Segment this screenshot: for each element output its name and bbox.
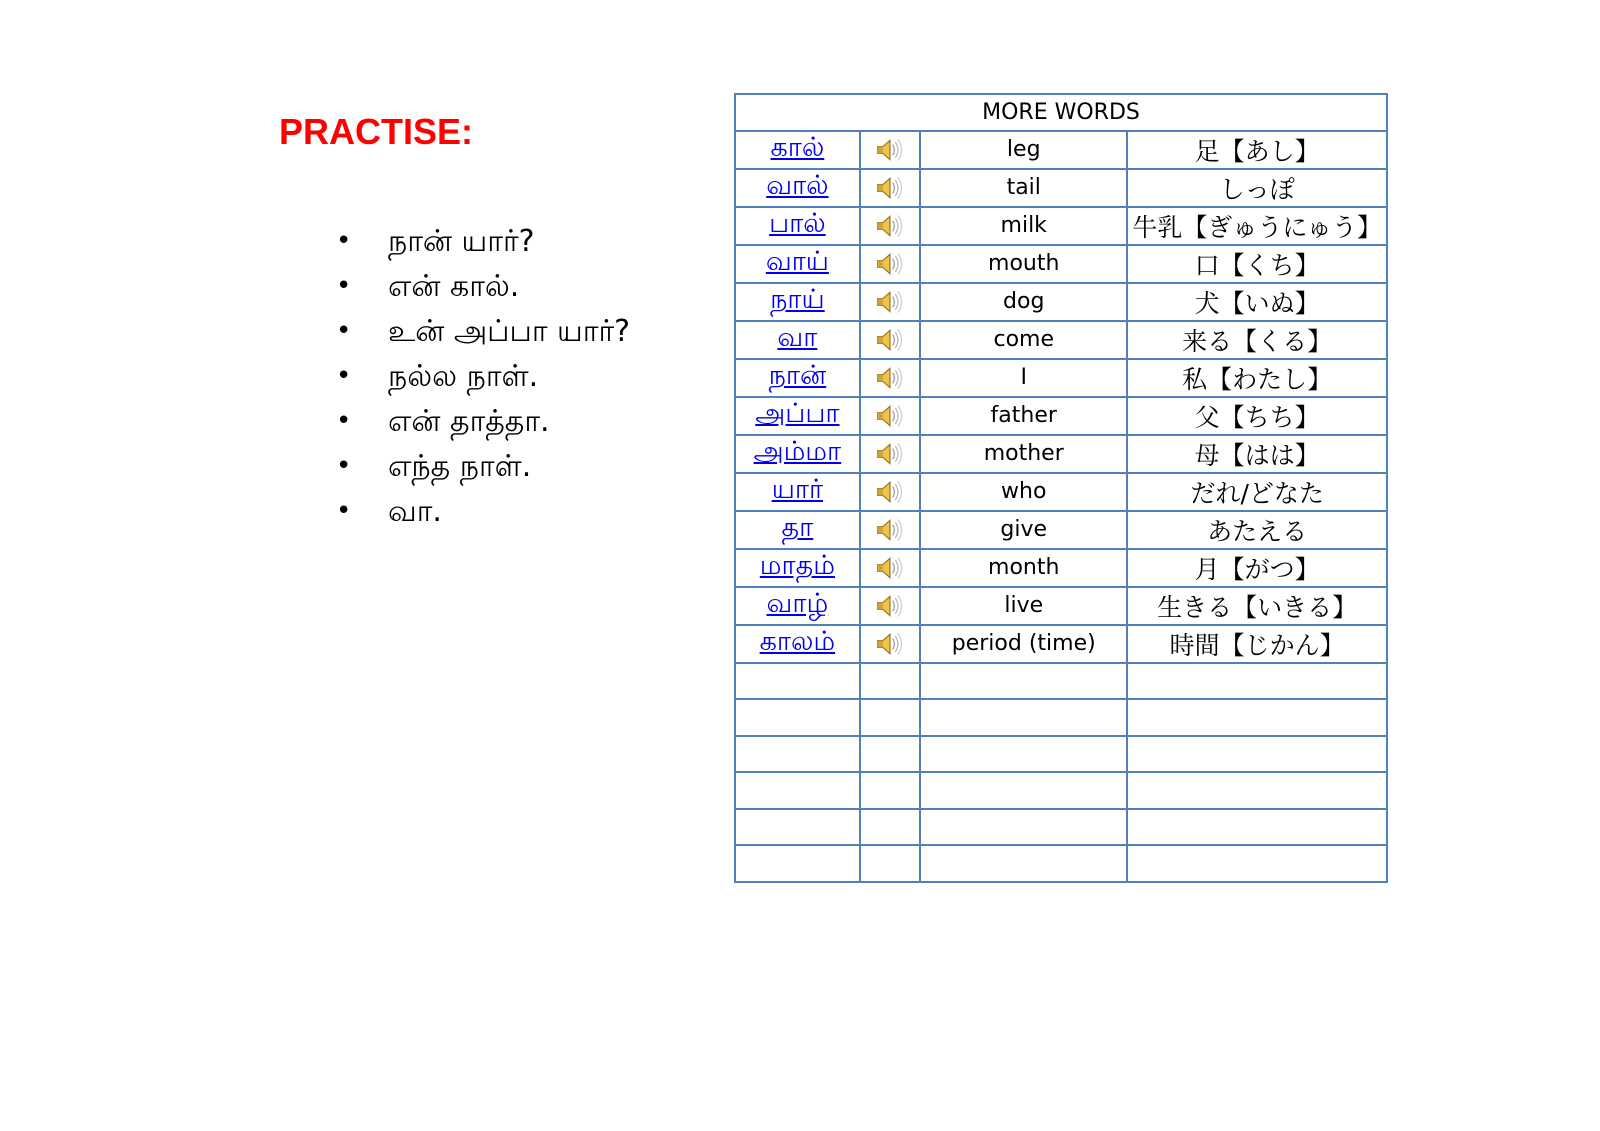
empty-cell <box>860 736 920 773</box>
audio-cell <box>860 169 920 207</box>
japanese-meaning: 犬【いぬ】 <box>1127 283 1387 321</box>
japanese-meaning: だれ/どなた <box>1127 473 1387 511</box>
english-meaning: leg <box>920 131 1127 169</box>
audio-cell <box>860 131 920 169</box>
speaker-icon[interactable] <box>875 439 905 469</box>
practise-sentence: எந்த நாள். <box>388 449 532 484</box>
audio-cell <box>860 587 920 625</box>
audio-cell <box>860 245 920 283</box>
practise-item <box>336 309 630 354</box>
more-words-body <box>735 94 1387 882</box>
tamil-word-cell <box>735 587 860 625</box>
japanese-meaning: 口【くち】 <box>1127 245 1387 283</box>
empty-cell <box>920 809 1127 846</box>
practise-sentence: என் கால். <box>388 269 520 304</box>
japanese-meaning: 牛乳【ぎゅうにゅう】 <box>1127 207 1387 245</box>
practise-item <box>336 354 630 399</box>
tamil-word-link[interactable]: மாதம் <box>759 550 835 581</box>
speaker-icon[interactable] <box>875 629 905 659</box>
table-row <box>735 473 1387 511</box>
tamil-word-link[interactable]: அம்மா <box>753 436 842 467</box>
empty-cell <box>735 699 860 736</box>
practise-item <box>336 219 630 264</box>
audio-cell <box>860 549 920 587</box>
audio-cell <box>860 473 920 511</box>
practise-item <box>336 489 630 534</box>
table-row <box>735 625 1387 663</box>
english-meaning: period (time) <box>920 625 1127 663</box>
bullet: • <box>336 316 352 346</box>
tamil-word-link[interactable]: வாய் <box>765 246 829 277</box>
english-meaning: mouth <box>920 245 1127 283</box>
tamil-word-link[interactable]: கால் <box>770 132 825 163</box>
audio-cell <box>860 283 920 321</box>
practise-sentence: உன் அப்பா யார்? <box>388 314 631 349</box>
japanese-meaning: 月【がつ】 <box>1127 549 1387 587</box>
empty-cell <box>735 772 860 809</box>
empty-cell <box>735 663 860 700</box>
tamil-word-link[interactable]: வால் <box>766 170 829 201</box>
bullet: • <box>336 406 352 436</box>
tamil-word-link[interactable]: வாழ் <box>766 588 829 619</box>
practise-item <box>336 264 630 309</box>
speaker-icon[interactable] <box>875 135 905 165</box>
practise-item <box>336 399 630 444</box>
empty-cell <box>1127 809 1387 846</box>
tamil-word-link[interactable]: யார் <box>771 474 824 505</box>
speaker-icon[interactable] <box>875 477 905 507</box>
bullet: • <box>336 451 352 481</box>
table-row <box>735 321 1387 359</box>
empty-cell <box>735 809 860 846</box>
table-row <box>735 397 1387 435</box>
tamil-word-link[interactable]: பால் <box>769 208 826 239</box>
table-header-row <box>735 94 1387 131</box>
japanese-meaning: 来る【くる】 <box>1127 321 1387 359</box>
empty-cell <box>860 845 920 882</box>
speaker-icon[interactable] <box>875 287 905 317</box>
english-meaning: tail <box>920 169 1127 207</box>
english-meaning: live <box>920 587 1127 625</box>
english-meaning: father <box>920 397 1127 435</box>
japanese-meaning: 父【ちち】 <box>1127 397 1387 435</box>
practise-sentence: என் தாத்தா. <box>388 404 550 439</box>
bullet: • <box>336 496 352 526</box>
empty-table-row <box>735 736 1387 773</box>
tamil-word-cell <box>735 169 860 207</box>
speaker-icon[interactable] <box>875 249 905 279</box>
bullet: • <box>336 226 352 256</box>
table-row <box>735 245 1387 283</box>
empty-cell <box>920 845 1127 882</box>
practise-sentence: நான் யார்? <box>388 224 535 259</box>
audio-cell <box>860 397 920 435</box>
empty-cell <box>860 699 920 736</box>
table-row <box>735 131 1387 169</box>
english-meaning: mother <box>920 435 1127 473</box>
speaker-icon[interactable] <box>875 363 905 393</box>
empty-cell <box>920 699 1127 736</box>
empty-cell <box>860 663 920 700</box>
empty-cell <box>1127 663 1387 700</box>
japanese-meaning: あたえる <box>1127 511 1387 549</box>
tamil-word-link[interactable]: நாய் <box>770 284 825 315</box>
japanese-meaning: 生きる【いきる】 <box>1127 587 1387 625</box>
tamil-word-cell <box>735 283 860 321</box>
english-meaning: give <box>920 511 1127 549</box>
table-row <box>735 283 1387 321</box>
table-row <box>735 549 1387 587</box>
empty-table-row <box>735 699 1387 736</box>
empty-cell <box>1127 772 1387 809</box>
empty-cell <box>735 736 860 773</box>
tamil-word-link[interactable]: வா <box>777 322 818 353</box>
tamil-word-cell <box>735 435 860 473</box>
speaker-icon[interactable] <box>875 401 905 431</box>
english-meaning: who <box>920 473 1127 511</box>
empty-cell <box>920 772 1127 809</box>
bullet: • <box>336 361 352 391</box>
tamil-word-cell <box>735 131 860 169</box>
english-meaning: I <box>920 359 1127 397</box>
japanese-meaning: 足【あし】 <box>1127 131 1387 169</box>
tamil-word-link[interactable]: தா <box>781 512 814 543</box>
table-row <box>735 207 1387 245</box>
tamil-word-link[interactable]: அப்பா <box>755 398 840 429</box>
english-meaning: dog <box>920 283 1127 321</box>
tamil-word-cell <box>735 473 860 511</box>
table-row <box>735 587 1387 625</box>
empty-cell <box>920 736 1127 773</box>
audio-cell <box>860 435 920 473</box>
japanese-meaning: 私【わたし】 <box>1127 359 1387 397</box>
table-row <box>735 435 1387 473</box>
empty-table-row <box>735 772 1387 809</box>
tamil-word-link[interactable]: காலம் <box>759 626 836 657</box>
empty-cell <box>1127 699 1387 736</box>
speaker-icon[interactable] <box>875 325 905 355</box>
practise-sentence: நல்ல நாள். <box>388 359 539 394</box>
audio-cell <box>860 207 920 245</box>
tamil-word-link[interactable]: நான் <box>768 360 827 391</box>
empty-cell <box>860 809 920 846</box>
speaker-icon[interactable] <box>875 553 905 583</box>
japanese-meaning: しっぽ <box>1127 169 1387 207</box>
tamil-word-cell <box>735 511 860 549</box>
empty-table-row <box>735 809 1387 846</box>
more-words-table <box>734 93 1388 883</box>
empty-cell <box>735 845 860 882</box>
speaker-icon[interactable] <box>875 591 905 621</box>
tamil-word-cell <box>735 359 860 397</box>
bullet: • <box>336 271 352 301</box>
empty-table-row <box>735 845 1387 882</box>
practise-title: PRACTISE: <box>279 111 474 152</box>
japanese-meaning: 母【はは】 <box>1127 435 1387 473</box>
tamil-word-cell <box>735 397 860 435</box>
practise-sentence: வா. <box>388 494 442 529</box>
tamil-word-cell <box>735 245 860 283</box>
table-row <box>735 169 1387 207</box>
speaker-icon[interactable] <box>875 173 905 203</box>
tamil-word-cell <box>735 549 860 587</box>
speaker-icon[interactable] <box>875 515 905 545</box>
english-meaning: month <box>920 549 1127 587</box>
audio-cell <box>860 359 920 397</box>
table-row <box>735 359 1387 397</box>
empty-cell <box>1127 845 1387 882</box>
table-row <box>735 511 1387 549</box>
empty-table-row <box>735 663 1387 700</box>
practise-list <box>336 219 630 534</box>
audio-cell <box>860 511 920 549</box>
japanese-meaning: 時間【じかん】 <box>1127 625 1387 663</box>
empty-cell <box>1127 736 1387 773</box>
tamil-word-cell <box>735 207 860 245</box>
english-meaning: milk <box>920 207 1127 245</box>
audio-cell <box>860 625 920 663</box>
tamil-word-cell <box>735 321 860 359</box>
empty-cell <box>860 772 920 809</box>
table-header: MORE WORDS <box>735 94 1387 131</box>
tamil-word-cell <box>735 625 860 663</box>
empty-cell <box>920 663 1127 700</box>
speaker-icon[interactable] <box>875 211 905 241</box>
practise-item <box>336 444 630 489</box>
audio-cell <box>860 321 920 359</box>
english-meaning: come <box>920 321 1127 359</box>
